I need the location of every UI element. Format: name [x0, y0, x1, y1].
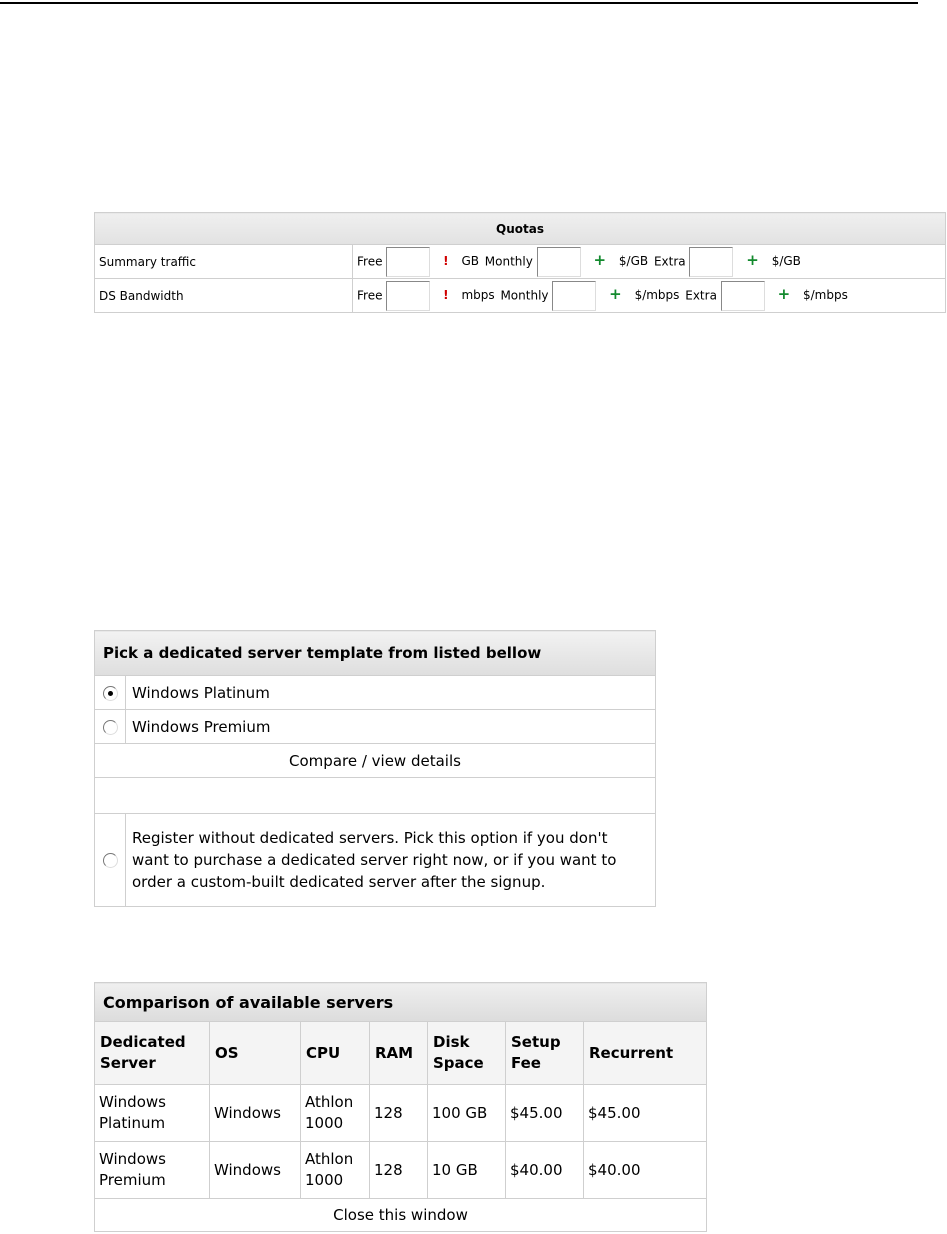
quota-fields [353, 245, 946, 279]
extra-unit: $/mbps [803, 288, 848, 302]
cell-cpu: Athlon 1000 [301, 1085, 370, 1142]
cell-setup-fee: $40.00 [506, 1142, 584, 1199]
template-option[interactable] [95, 710, 656, 744]
cell-ram: 128 [370, 1085, 428, 1142]
picker-title: Pick a dedicated server template from listed bellow [95, 631, 656, 676]
column-header: CPU [301, 1022, 370, 1085]
column-header: Dedicated Server [95, 1022, 210, 1085]
monthly-unit: $/GB [618, 254, 649, 268]
monthly-input[interactable] [537, 247, 581, 277]
radio-cell [95, 676, 126, 710]
column-header: RAM [370, 1022, 428, 1085]
free-input[interactable] [386, 281, 430, 311]
cell-recurrent: $40.00 [584, 1142, 707, 1199]
quota-label: Summary traffic [95, 245, 353, 279]
cell-disk: 10 GB [428, 1142, 506, 1199]
comparison-title: Comparison of available servers [95, 983, 707, 1022]
extra-input[interactable] [721, 281, 765, 311]
template-option-label: Windows Platinum [126, 676, 656, 710]
free-input[interactable] [386, 247, 430, 277]
quota-label: DS Bandwidth [95, 279, 353, 313]
radio-cell [95, 710, 126, 744]
plus-icon[interactable]: + [777, 285, 791, 303]
extra-input[interactable] [689, 247, 733, 277]
free-unit: mbps [461, 288, 495, 302]
plus-icon[interactable]: + [609, 285, 622, 303]
radio-windows-premium[interactable] [103, 720, 118, 735]
cell-setup-fee: $45.00 [506, 1085, 584, 1142]
quota-fields [353, 279, 946, 313]
cell-recurrent: $45.00 [584, 1085, 707, 1142]
template-option[interactable] [95, 676, 656, 710]
cell-server: Windows Platinum [95, 1085, 210, 1142]
column-header: OS [210, 1022, 301, 1085]
cell-disk: 100 GB [428, 1085, 506, 1142]
required-icon: ! [443, 288, 449, 302]
close-window-link[interactable]: Close this window [95, 1199, 707, 1232]
compare-link[interactable]: Compare / view details [95, 744, 656, 778]
no-server-option[interactable] [95, 814, 656, 907]
table-row [95, 1142, 707, 1199]
required-icon: ! [443, 254, 449, 268]
template-option-label: Windows Premium [126, 710, 656, 744]
quota-row-ds-bandwidth [95, 279, 946, 313]
radio-no-server[interactable] [103, 853, 118, 868]
server-template-picker [94, 630, 656, 907]
server-comparison-table [94, 982, 707, 1232]
extra-label: Extra [653, 254, 686, 268]
quotas-title: Quotas [95, 213, 946, 245]
free-label: Free [357, 288, 383, 302]
radio-windows-platinum[interactable] [103, 686, 118, 701]
cell-os: Windows [210, 1085, 301, 1142]
spacer-row [95, 778, 656, 814]
no-server-label: Register without dedicated servers. Pick this option if you don't want to purchase a dedicated server right now, or if you want to order a custom-built dedicated server after the signup. [126, 814, 656, 907]
free-unit: GB [461, 254, 479, 268]
monthly-input[interactable] [552, 281, 596, 311]
table-row [95, 1085, 707, 1142]
cell-cpu: Athlon 1000 [301, 1142, 370, 1199]
monthly-label: Monthly [500, 288, 549, 302]
cell-os: Windows [210, 1142, 301, 1199]
quotas-table [94, 212, 946, 313]
plus-icon[interactable]: + [746, 251, 759, 269]
top-rule [0, 2, 918, 4]
monthly-unit: $/mbps [634, 288, 680, 302]
column-header: Disk Space [428, 1022, 506, 1085]
column-header: Setup Fee [506, 1022, 584, 1085]
column-header: Recurrent [584, 1022, 707, 1085]
radio-cell [95, 814, 126, 907]
free-label: Free [357, 254, 383, 268]
quota-row-summary-traffic [95, 245, 946, 279]
cell-server: Windows Premium [95, 1142, 210, 1199]
extra-label: Extra [685, 288, 717, 302]
monthly-label: Monthly [484, 254, 533, 268]
cell-ram: 128 [370, 1142, 428, 1199]
plus-icon[interactable]: + [593, 251, 607, 269]
extra-unit: $/GB [771, 254, 801, 268]
